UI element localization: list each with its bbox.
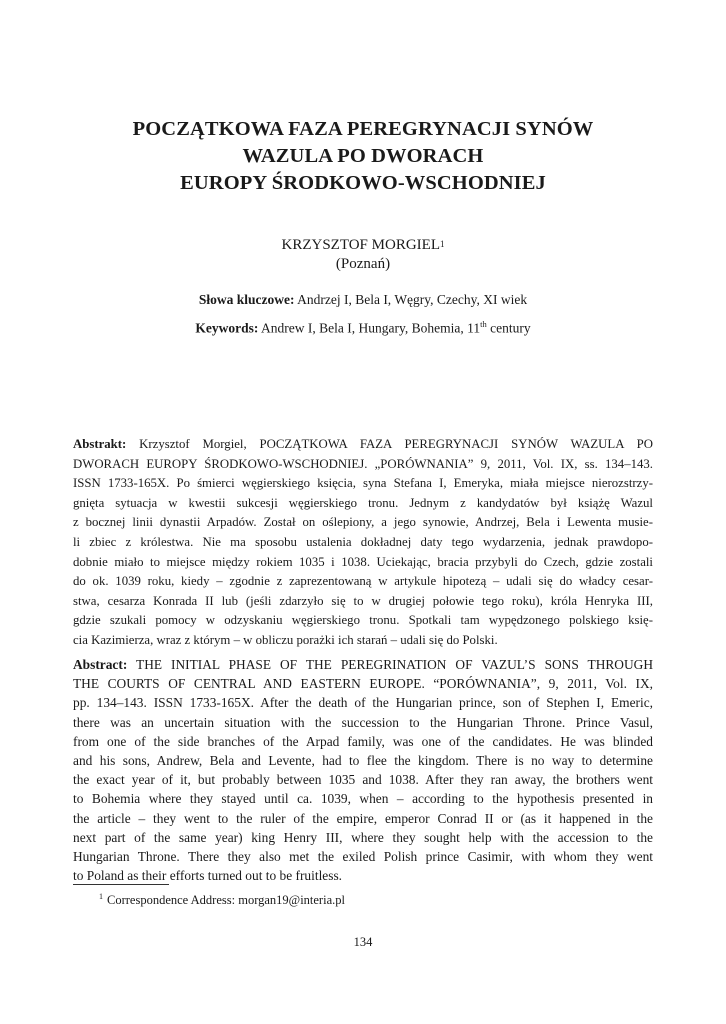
abstract-line xyxy=(73,435,653,455)
keywords-english-label: Keywords: xyxy=(195,320,259,336)
abstract-line: do ok. 1039 roku, kiedy – zgodnie z zaprezentowaną w artykule hipotezą – udali się do władcy cesar- xyxy=(73,574,653,589)
author-footnote-mark: 1 xyxy=(439,239,445,249)
abstract-english-label: Abstract: xyxy=(73,657,128,672)
abstract-line: next part of the same year) king Henry III, where they sought help with the accession to the xyxy=(73,829,653,845)
keywords-polish-label: Słowa kluczowe: xyxy=(198,292,295,307)
abstract-line: dobnie miało to miejsce między rokiem 1035 i 1038. Uciekając, bracia przybyli do Czech, gdzie zostali xyxy=(73,554,653,569)
abstract-line: Hungarian Throne. There they also met the exiled Polish prince Casimir, with whom they went xyxy=(73,848,653,864)
keywords-polish xyxy=(0,292,726,308)
abstract-line-text: THE INITIAL PHASE OF THE PEREGRINATION OF VAZUL’S SONS THROUGH xyxy=(127,657,653,672)
keywords-english-text: Andrew I, Bela I, Hungary, Bohemia, 11 xyxy=(258,320,481,336)
abstract-polish-label: Abstrakt: xyxy=(73,437,127,451)
abstract-polish xyxy=(73,435,653,651)
author-block xyxy=(0,236,726,274)
keywords-english xyxy=(0,319,726,337)
abstract-line: stwa, cesarza Konrada II lub (jeśli zdarzyło się to w drugiej połowie tego roku), króla Henryka III, xyxy=(73,593,653,608)
author-name: KRZYSZTOF MORGIEL xyxy=(281,237,440,253)
title-line: POCZĄTKOWA FAZA PEREGRYNACJI SYNÓW xyxy=(132,118,594,140)
footnote xyxy=(99,892,345,908)
abstract-line: to Poland as their efforts turned out to be fruitless. xyxy=(73,868,343,884)
abstract-line: the exact year of it, but probably between 1035 and 1038. After they ran away, the brothers went xyxy=(73,772,653,788)
abstract-line: pp. 134–143. ISSN 1733-165X. After the death of the Hungarian prince, son of Stephen I, Emeric, xyxy=(73,695,653,711)
abstract-line: to Bohemia where they stayed until ca. 1039, when – according to the hypothesis presented in xyxy=(73,791,653,807)
keywords-english-text-end: century xyxy=(486,320,531,336)
abstract-line: z bocznej linii dynastii Arpadów. Został on oślepiony, a jego synowie, Andrzej, Bela i Lewenta musie- xyxy=(73,515,653,530)
page-number: 134 xyxy=(353,935,373,949)
abstract-line: gnięta sytuacja w kwestii sukcesji węgierskiego tronu. Jednym z kandydatów był książę Wazul xyxy=(73,495,653,510)
footnote-mark: 1 xyxy=(99,892,103,901)
abstract-line: THE COURTS OF CENTRAL AND EASTERN EUROPE. “PORÓWNANIA”, 9, 2011, Vol. IX, xyxy=(73,676,653,692)
abstract-line: gdzie szukali pomocy w odzyskaniu węgierskiego tronu. Spotkali tam wypędzonego polskiego księ- xyxy=(73,613,653,628)
keywords-english-sup: th xyxy=(480,319,487,329)
abstract-line-text: Krzysztof Morgiel, POCZĄTKOWA FAZA PEREGRYNACJI SYNÓW WAZULA PO xyxy=(126,437,653,451)
footnote-divider xyxy=(73,884,169,885)
abstract-line: cia Kazimierza, wraz z którym – w obliczu porażki ich starań – udali się do Polski. xyxy=(73,632,498,647)
footnote-text: Correspondence Address: morgan19@interia.pl xyxy=(107,893,345,908)
author-affiliation: (Poznań) xyxy=(335,256,391,272)
keywords-polish-text: Andrzej I, Bela I, Węgry, Czechy, XI wiek xyxy=(294,292,528,307)
article-title xyxy=(60,116,666,197)
abstract-line xyxy=(73,655,653,674)
abstract-line: and his sons, Andrew, Bela and Levente, had to flee the kingdom. There is no way to determine xyxy=(73,752,653,768)
abstract-line: li zbiec z królestwa. Nie ma sposobu ustalenia dokładnej daty tego wydarzenia, jednak prawdopo- xyxy=(73,534,653,549)
abstract-line: DWORACH EUROPY ŚRODKOWO-WSCHODNIEJ. „PORÓWNANIA” 9, 2011, Vol. IX, ss. 134–143. xyxy=(73,456,653,471)
title-line: WAZULA PO DWORACH xyxy=(242,145,484,167)
title-line: EUROPY ŚRODKOWO-WSCHODNIEJ xyxy=(180,172,546,194)
abstract-line: from one of the side branches of the Arpad family, was one of the candidates. He was blinded xyxy=(73,733,653,749)
abstract-line: there was an uncertain situation with the succession to the Hungarian Throne. Prince Vasul, xyxy=(73,714,653,730)
abstract-line: ISSN 1733-165X. Po śmierci węgierskiego księcia, syna Stefana I, Emeryka, miała miejsce nierozstrzy- xyxy=(73,476,653,491)
abstract-line: the article – they went to the ruler of the empire, emperor Conrad II or (as it happened in the xyxy=(73,810,653,826)
author-name-line xyxy=(0,236,726,255)
abstract-english xyxy=(73,655,653,885)
